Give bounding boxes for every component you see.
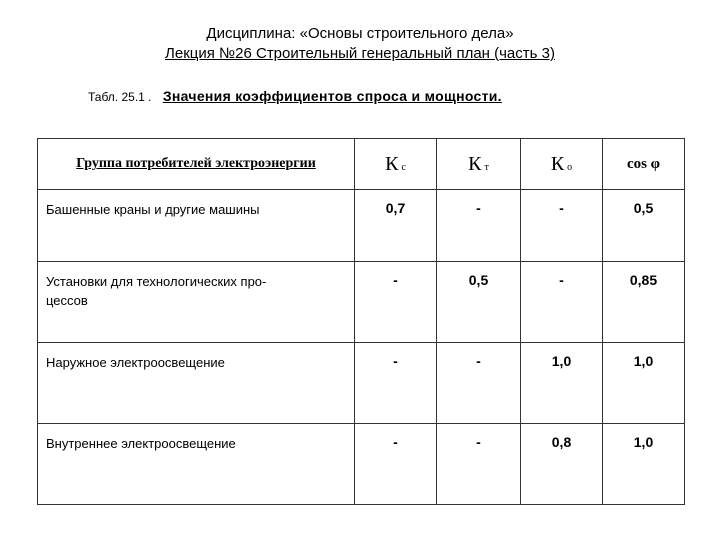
cell-cos: 0,85 (603, 262, 685, 343)
header-ko: К о (521, 139, 603, 190)
cell-ko: - (521, 190, 603, 262)
table-number: Табл. 25.1 . (88, 90, 152, 104)
row-name-text: Установки для технологических про- цессов (46, 274, 267, 308)
table-title: Значения коэффициентов спроса и мощности. (162, 88, 502, 104)
cell-kt: - (437, 343, 521, 424)
cell-kc: - (355, 343, 437, 424)
discipline-line: Дисциплина: «Основы строительного дела» (206, 25, 514, 42)
table-row (38, 343, 685, 424)
table-row (38, 424, 685, 505)
header-cos-phi: cos φ (603, 139, 685, 190)
row-name (38, 262, 355, 343)
table-row (38, 190, 685, 262)
row-name: Внутреннее электроосвещение (38, 424, 355, 505)
table-row (38, 262, 685, 343)
cell-cos: 1,0 (603, 343, 685, 424)
table-header-row (38, 139, 685, 190)
table-caption (88, 88, 502, 104)
cell-cos: 1,0 (603, 424, 685, 505)
row-name: Башенные краны и другие машины (38, 190, 355, 262)
cell-ko: 1,0 (521, 343, 603, 424)
header-consumer-group: Группа потребителей электроэнергии (38, 139, 355, 190)
cell-kc: 0,7 (355, 190, 437, 262)
header-kc: К с (355, 139, 437, 190)
coefficients-table (37, 138, 685, 505)
header-kt: К т (437, 139, 521, 190)
cell-kt: - (437, 424, 521, 505)
cell-kc: - (355, 424, 437, 505)
cell-kt: 0,5 (437, 262, 521, 343)
document-header (0, 24, 720, 64)
cell-kc: - (355, 262, 437, 343)
row-name: Наружное электроосвещение (38, 343, 355, 424)
cell-kt: - (437, 190, 521, 262)
cell-cos: 0,5 (603, 190, 685, 262)
cell-ko: 0,8 (521, 424, 603, 505)
cell-ko: - (521, 262, 603, 343)
lecture-line: Лекция №26 Строительный генеральный план (часть 3) (165, 45, 555, 62)
